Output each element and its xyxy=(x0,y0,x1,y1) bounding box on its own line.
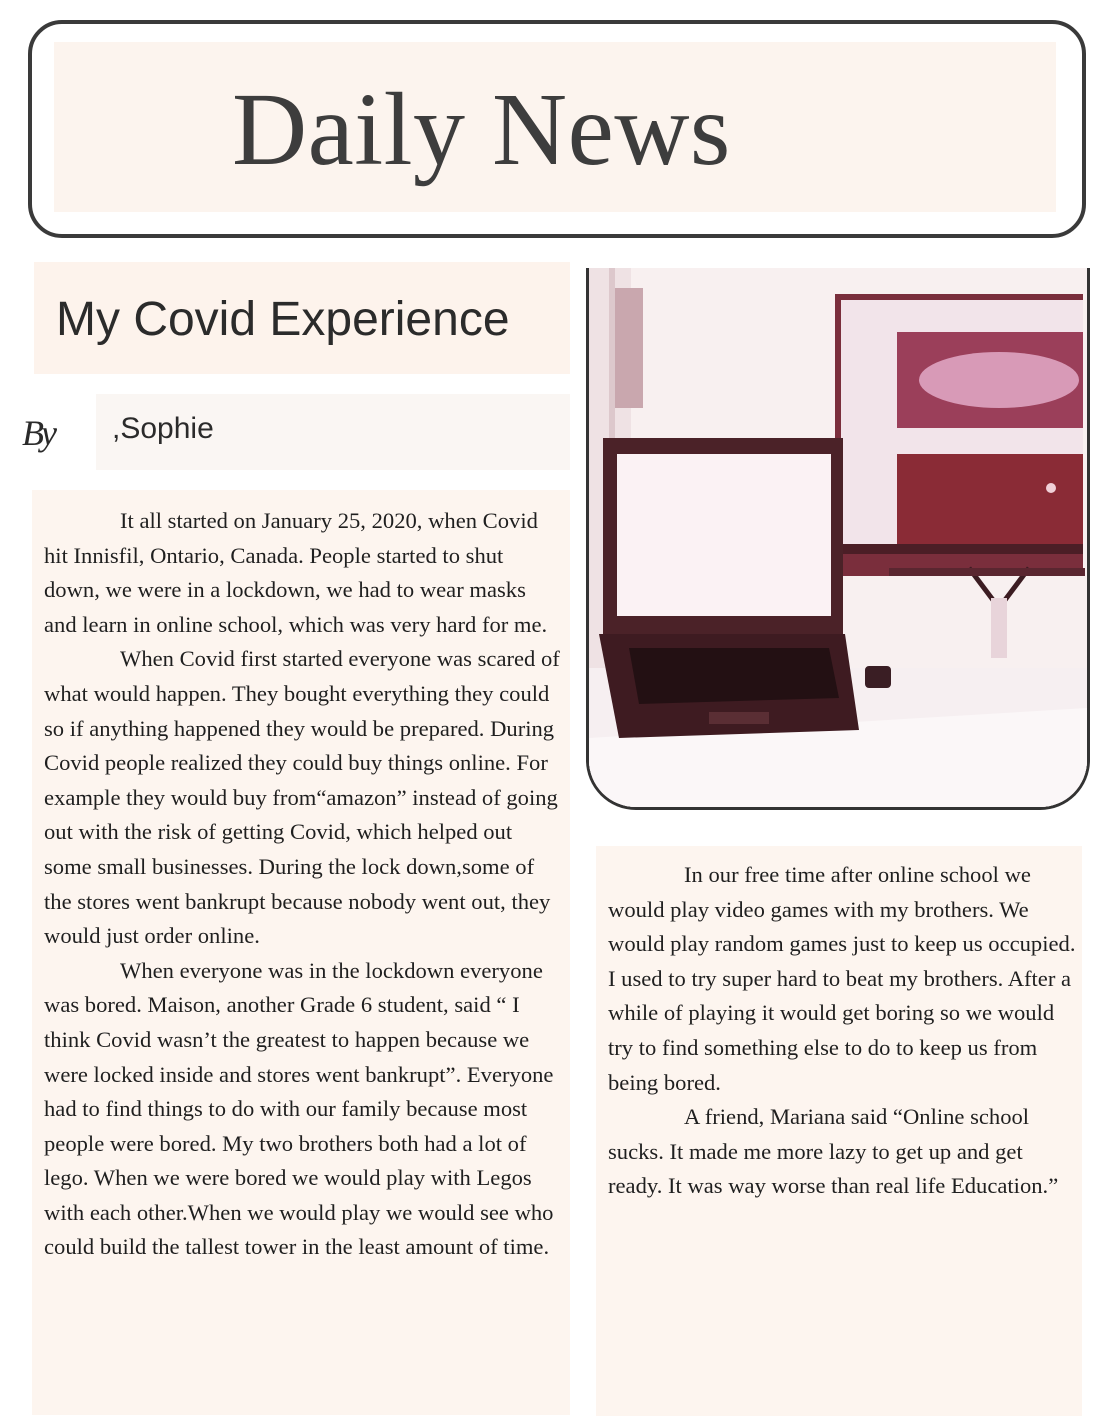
article-headline: My Covid Experience xyxy=(56,293,510,346)
byline-box xyxy=(96,394,570,470)
headline-box xyxy=(34,262,570,374)
masthead-banner xyxy=(28,20,1086,238)
byline-mark: By xyxy=(22,413,54,453)
masthead-title: Daily News xyxy=(232,72,731,187)
paragraph: A friend, Mariana said “Online school sucks. It made me more lazy to get up and get ready. It was way worse than real life Education.” xyxy=(608,1104,1059,1199)
paragraph: It all started on January 25, 2020, when Covid hit Innisfil, Ontario, Canada. People started to shut down, we were in a lockdown, we had to wear masks and learn in online school, which was very hard for me. xyxy=(44,508,548,637)
paragraph: When Covid first started everyone was scared of what would happen. They bought everything they could so if anything happened they would be prepared. During Covid people realized they could buy things online. For example they would buy from“amazon” instead of going out with the risk of getting Covid, which helped out some small businesses. During the lock down,some of the stores went bankrupt because nobody went out, they would just order online. xyxy=(44,646,560,949)
photo-laptop-monitor xyxy=(589,268,1087,807)
author-name: ,Sophie xyxy=(112,412,214,445)
article-column-left xyxy=(32,490,570,1415)
paragraph: When everyone was in the lockdown everyone was bored. Maison, another Grade 6 student, said “ I think Covid wasn’t the greatest to happen because we were locked inside and stores went bankrupt”. Everyone had to find things to do with our family because most people were bored. My two brothers both had a lot of lego. When we were bored we would play with Legos with each other.When we would play we would see who could build the tallest tower in the least amount of time. xyxy=(44,957,554,1260)
paragraph: In our free time after online school we would play video games with my brothers. We would play random games just to keep us occupied. I used to try super hard to beat my brothers. After a while of playing it would get boring so we would try to find something else to do to keep us from being bored. xyxy=(608,862,1076,1095)
article-column-right xyxy=(596,846,1082,1416)
article-photo xyxy=(586,268,1090,810)
